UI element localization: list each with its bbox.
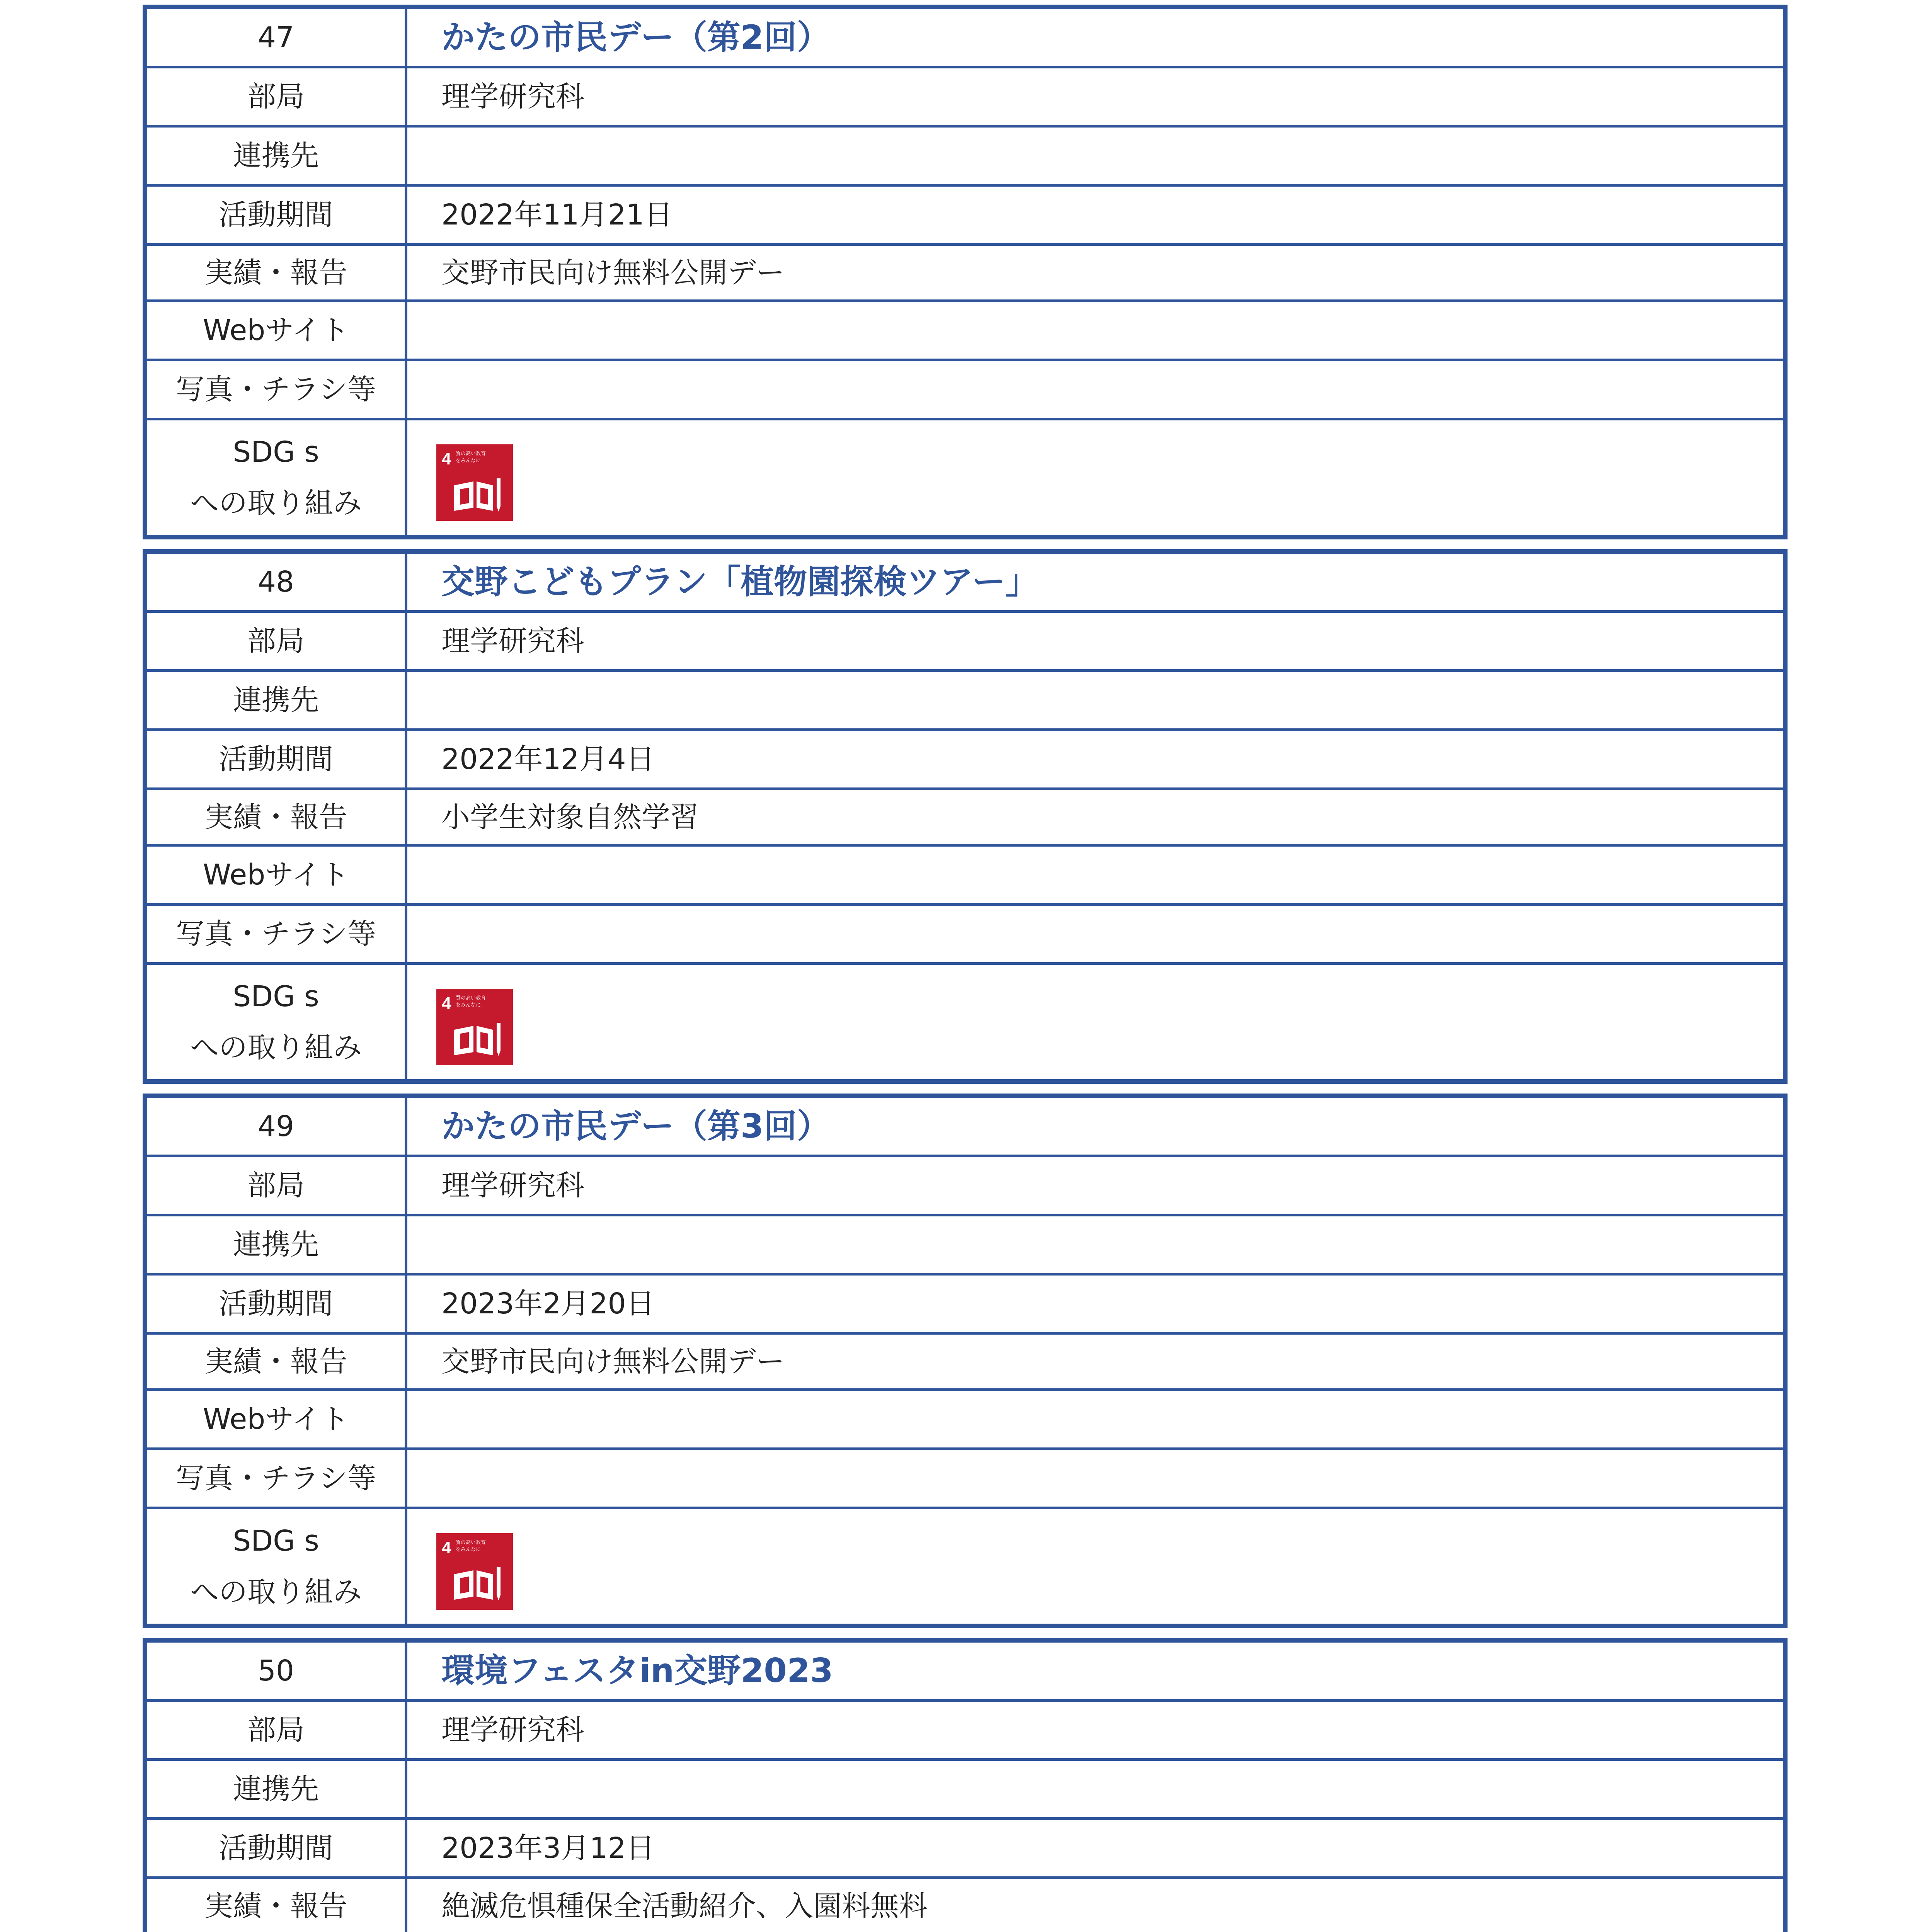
period-value: 2022年11月21日	[441, 198, 673, 231]
report-label: 実績・報告	[147, 1335, 407, 1388]
sdg4-quality-education-icon	[436, 444, 513, 521]
period-value: 2023年2月20日	[441, 1287, 655, 1320]
department-value: 理学研究科	[441, 1713, 584, 1747]
entry-number: 48	[147, 554, 407, 610]
sdgs-label-line1: SDG s	[233, 435, 319, 469]
header-row	[147, 554, 1783, 613]
activity-entry	[143, 1638, 1788, 1932]
sdgs-value	[407, 420, 1783, 535]
department-row	[147, 613, 1783, 672]
department-label: 部局	[147, 1702, 407, 1758]
activity-entry	[143, 5, 1788, 539]
svg-text:をみんなに: をみんなに	[456, 458, 481, 464]
sdgs-label-line1: SDG s	[233, 980, 319, 1013]
period-label: 活動期間	[147, 1276, 407, 1332]
website-label: Webサイト	[147, 1391, 407, 1447]
report-row	[147, 246, 1783, 302]
partner-row	[147, 128, 1783, 187]
sdgs-label-line2: への取り組み	[190, 486, 362, 520]
media-value	[407, 906, 1783, 962]
partner-value	[407, 128, 1783, 184]
activity-entry	[143, 1094, 1788, 1628]
partner-label: 連携先	[147, 672, 407, 728]
department-label: 部局	[147, 68, 407, 125]
svg-text:質の高い教育: 質の高い教育	[456, 995, 486, 1001]
website-label: Webサイト	[147, 847, 407, 903]
sdgs-label-line2: への取り組み	[190, 1031, 362, 1064]
entry-number: 47	[147, 9, 407, 66]
department-label: 部局	[147, 613, 407, 669]
sdgs-label-line2: への取り組み	[190, 1575, 362, 1609]
media-label: 写真・チラシ等	[147, 361, 407, 418]
report-value: 小学生対象自然学習	[441, 800, 699, 834]
header-row	[147, 9, 1783, 68]
period-label: 活動期間	[147, 731, 407, 787]
report-row	[147, 790, 1783, 847]
website-value[interactable]	[407, 847, 1783, 903]
partner-label: 連携先	[147, 1761, 407, 1817]
period-value: 2023年3月12日	[441, 1832, 655, 1865]
sdgs-label	[147, 965, 407, 1079]
media-label: 写真・チラシ等	[147, 1450, 407, 1507]
entry-title: 環境フェスタin交野2023	[441, 1651, 833, 1690]
svg-text:をみんなに: をみんなに	[456, 1002, 481, 1008]
media-row	[147, 906, 1783, 965]
department-row	[147, 1157, 1783, 1216]
sdgs-value	[407, 965, 1783, 1079]
svg-text:4: 4	[442, 1538, 451, 1557]
partner-row	[147, 672, 1783, 731]
media-label: 写真・チラシ等	[147, 906, 407, 962]
website-row	[147, 302, 1783, 361]
media-value	[407, 1450, 1783, 1507]
report-value: 交野市民向け無料公開デー	[441, 1345, 785, 1378]
report-row	[147, 1879, 1783, 1932]
entry-number: 49	[147, 1098, 407, 1155]
report-value: 交野市民向け無料公開デー	[441, 256, 785, 289]
partner-label: 連携先	[147, 128, 407, 184]
partner-value	[407, 1216, 1783, 1273]
media-row	[147, 1450, 1783, 1509]
entry-number: 50	[147, 1643, 407, 1699]
department-row	[147, 68, 1783, 128]
header-row	[147, 1643, 1783, 1702]
sdgs-label-line1: SDG s	[233, 1524, 319, 1558]
report-value: 絶滅危惧種保全活動紹介、入園料無料	[441, 1889, 928, 1923]
report-label: 実績・報告	[147, 790, 407, 844]
department-value: 理学研究科	[441, 80, 584, 113]
department-value: 理学研究科	[441, 624, 584, 658]
activity-entry	[143, 549, 1788, 1084]
website-label: Webサイト	[147, 302, 407, 359]
sdgs-label	[147, 1509, 407, 1624]
period-label: 活動期間	[147, 187, 407, 243]
partner-row	[147, 1761, 1783, 1820]
media-value	[407, 361, 1783, 418]
report-label: 実績・報告	[147, 1879, 407, 1932]
sdgs-value	[407, 1509, 1783, 1624]
partner-value	[407, 1761, 1783, 1817]
department-value: 理学研究科	[441, 1169, 584, 1202]
period-label: 活動期間	[147, 1820, 407, 1876]
website-row	[147, 1391, 1783, 1450]
sdgs-row	[147, 1509, 1783, 1624]
svg-text:質の高い教育: 質の高い教育	[456, 451, 486, 457]
media-row	[147, 361, 1783, 420]
period-row	[147, 187, 1783, 246]
period-row	[147, 1276, 1783, 1335]
report-label: 実績・報告	[147, 246, 407, 299]
department-label: 部局	[147, 1157, 407, 1214]
sdgs-row	[147, 420, 1783, 535]
partner-label: 連携先	[147, 1216, 407, 1273]
header-row	[147, 1098, 1783, 1157]
svg-text:4: 4	[442, 449, 451, 468]
period-value: 2022年12月4日	[441, 743, 655, 776]
period-row	[147, 1820, 1783, 1879]
svg-text:をみんなに: をみんなに	[456, 1547, 481, 1553]
entry-title: かたの市民デー（第3回）	[441, 1107, 830, 1146]
sdg4-quality-education-icon	[436, 989, 513, 1065]
website-row	[147, 847, 1783, 906]
svg-text:質の高い教育: 質の高い教育	[456, 1540, 486, 1546]
partner-row	[147, 1216, 1783, 1276]
website-value[interactable]	[407, 1391, 1783, 1447]
department-row	[147, 1702, 1783, 1761]
partner-value	[407, 672, 1783, 728]
website-value[interactable]	[407, 302, 1783, 359]
sdg4-quality-education-icon	[436, 1533, 513, 1610]
report-row	[147, 1335, 1783, 1391]
sdgs-row	[147, 965, 1783, 1079]
entry-title: 交野こどもプラン「植物園探検ツアー」	[441, 563, 1039, 601]
period-row	[147, 731, 1783, 790]
svg-text:4: 4	[442, 994, 451, 1013]
sdgs-label	[147, 420, 407, 535]
entry-title: かたの市民デー（第2回）	[441, 18, 830, 57]
